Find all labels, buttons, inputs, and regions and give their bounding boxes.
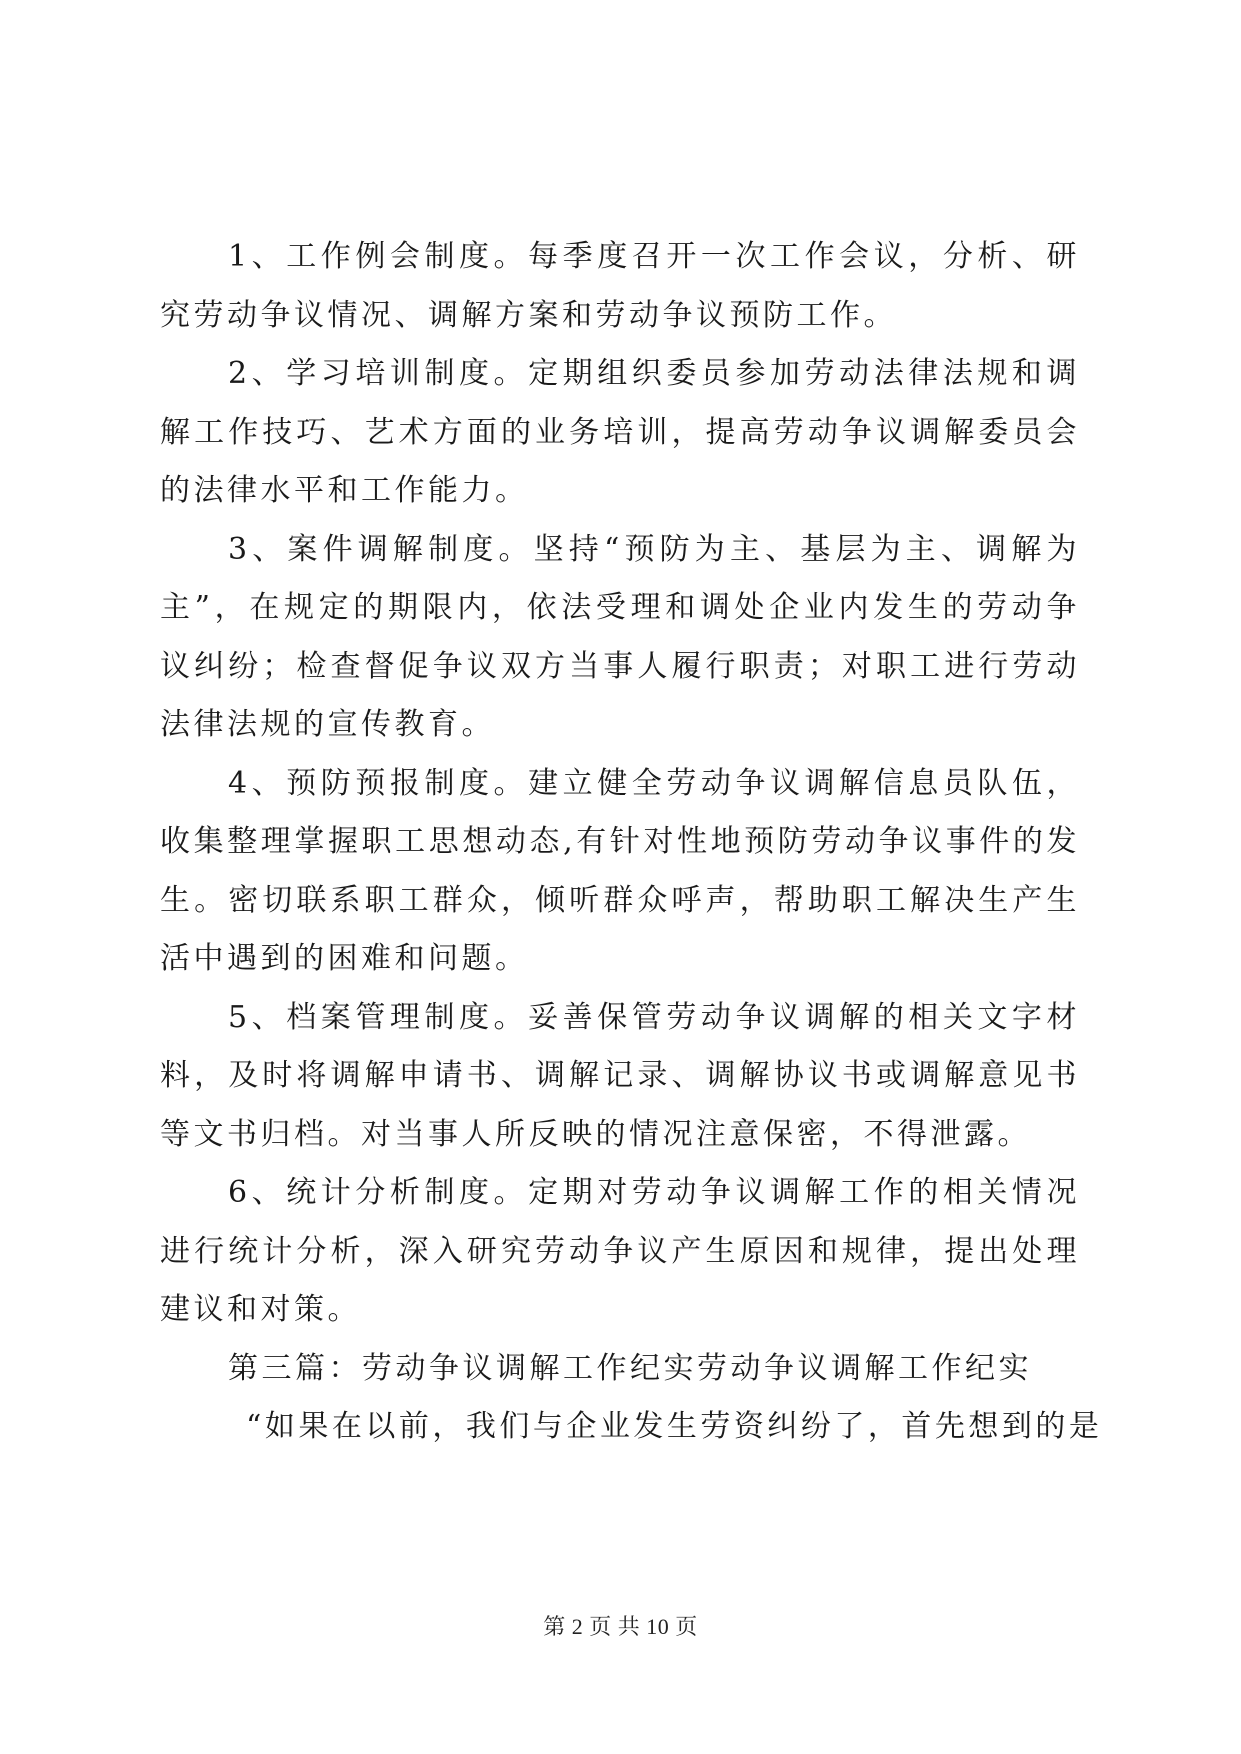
opening-quote: “如果在以前，我们与企业发生劳资纠纷了，首先想到的是 <box>246 1409 1103 1444</box>
page-number-footer: 第 2 页 共 10 页 <box>543 1614 698 1639</box>
section-heading: 第三篇：劳动争议调解工作纪实劳动争议调解工作纪实 <box>228 1350 1032 1386</box>
paragraph-work-meeting-system: 1、工作例会制度。每季度召开一次工作会议，分析、研究劳动争议情况、调解方案和劳动争议预防工作。 <box>160 239 1080 333</box>
paragraph-training-system: 2、学习培训制度。定期组织委员参加劳动法律法规和调解工作技巧、艺术方面的业务培训，提高劳动争议调解委员会的法律水平和工作能力。 <box>160 356 1080 508</box>
document-body <box>160 228 1103 1457</box>
paragraph-case-mediation-system: 3、案件调解制度。坚持“预防为主、基层为主、调解为主”，在规定的期限内，依法受理和调处企业内发生的劳动争议纠纷；检查督促争议双方当事人履行职责；对职工进行劳动法律法规的宣传教育。 <box>160 531 1080 742</box>
paragraph-statistics-system: 6、统计分析制度。定期对劳动争议调解工作的相关情况进行统计分析，深入研究劳动争议产生原因和规律，提出处理建议和对策。 <box>160 1175 1080 1327</box>
paragraph-prevention-system: 4、预防预报制度。建立健全劳动争议调解信息员队伍，收集整理掌握职工思想动态,有针对性地预防劳动争议事件的发生。密切联系职工群众，倾听群众呼声，帮助职工解决生产生活中遇到的困难和问题。 <box>160 765 1080 976</box>
paragraph-archive-system: 5、档案管理制度。妥善保管劳动争议调解的相关文字材料，及时将调解申请书、调解记录、调解协议书或调解意见书等文书归档。对当事人所反映的情况注意保密，不得泄露。 <box>160 999 1080 1152</box>
